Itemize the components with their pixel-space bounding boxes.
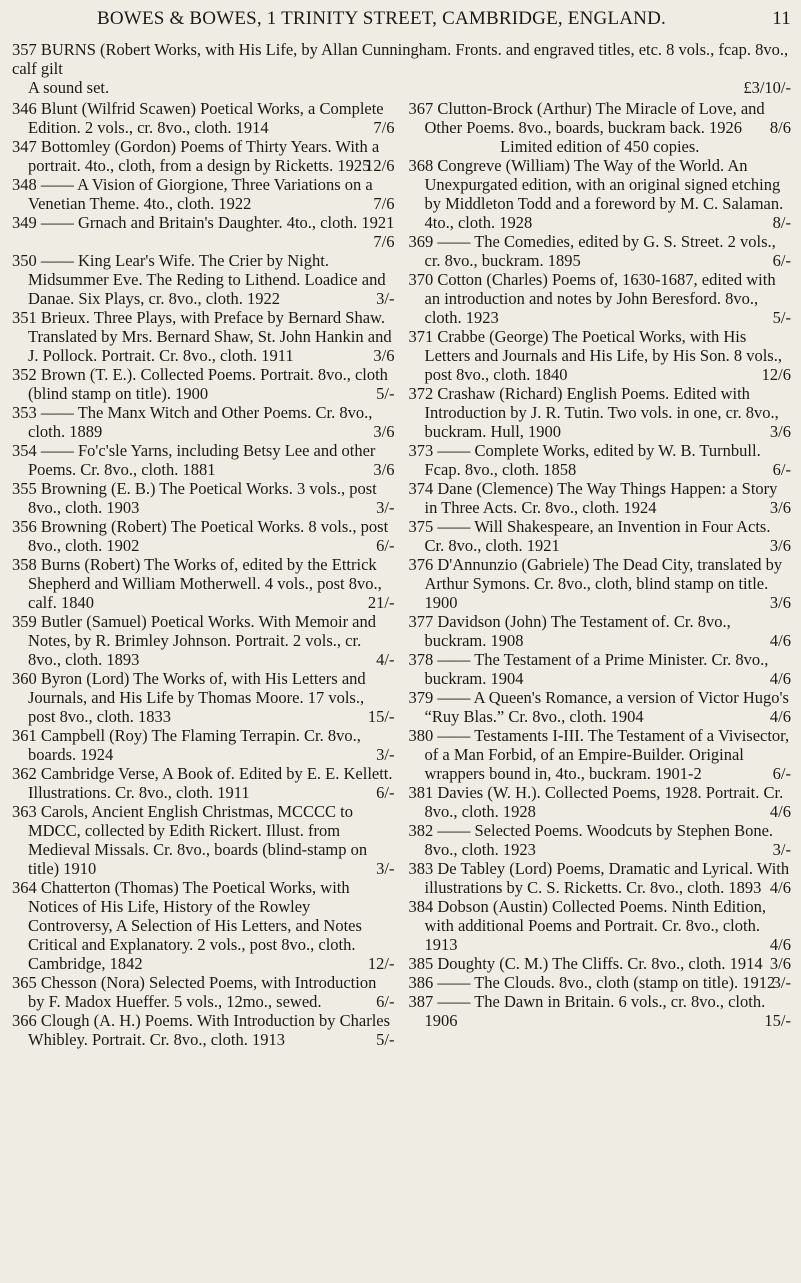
catalogue-entry <box>409 954 792 973</box>
entry-price: 3/6 <box>769 593 791 612</box>
catalogue-entry <box>12 555 395 612</box>
catalogue-entry <box>12 403 395 441</box>
entry-price: 3/6 <box>373 422 395 441</box>
entry-text: 352 Brown (T. E.). Collected Poems. Portrait. 8vo., cloth (blind stamp on title). 1900 <box>12 365 388 403</box>
entry-price: 5/- <box>376 384 395 403</box>
catalogue-entry <box>409 137 792 156</box>
catalogue-entry <box>12 973 395 1011</box>
lead-entry-note-text: A sound set. <box>28 78 110 97</box>
entry-text: 376 D'Annunzio (Gabriele) The Dead City, translated by Arthur Symons. Cr. 8vo., cloth, blind stamp on title. 1900 <box>408 555 783 612</box>
entry-text: 356 Browning (Robert) The Poetical Works. 8 vols., post 8vo., cloth. 1902 <box>12 517 389 555</box>
entry-price: 15/- <box>764 1011 791 1030</box>
catalogue-entry <box>409 327 792 384</box>
entry-price: 5/- <box>376 1030 395 1049</box>
page-title: BOWES & BOWES, 1 TRINITY STREET, CAMBRIDGE, ENGLAND. <box>97 8 666 29</box>
left-column <box>12 99 395 1049</box>
entry-text: 382 —— Selected Poems. Woodcuts by Stephen Bone. 8vo., cloth. 1923 <box>408 821 774 859</box>
entry-price: 8/- <box>772 213 791 232</box>
entry-price: 3/6 <box>769 954 791 973</box>
catalogue-entry <box>12 517 395 555</box>
entry-price: 3/6 <box>769 498 791 517</box>
catalogue-entry <box>12 669 395 726</box>
entry-text: 354 —— Fo'c'sle Yarns, including Betsy Lee and other Poems. Cr. 8vo., cloth. 1881 <box>12 441 376 479</box>
lead-entry <box>12 40 791 97</box>
catalogue-entry <box>12 764 395 802</box>
entry-text: 378 —— The Testament of a Prime Minister. Cr. 8vo., buckram. 1904 <box>408 650 769 688</box>
entry-price: 12/6 <box>761 365 791 384</box>
entry-text: 367 Clutton-Brock (Arthur) The Miracle of Love, and Other Poems. 8vo., boards, buckram back. 1926 <box>408 99 765 137</box>
entry-price: 4/6 <box>769 669 791 688</box>
catalogue-entry <box>12 213 395 251</box>
entry-text: 375 —— Will Shakespeare, an Invention in Four Acts. Cr. 8vo., cloth. 1921 <box>408 517 771 555</box>
entry-price: 12/6 <box>365 156 395 175</box>
catalogue-entry <box>12 802 395 878</box>
catalogue-entry <box>409 688 792 726</box>
catalogue-entry <box>409 821 792 859</box>
entry-text: 386 —— The Clouds. 8vo., cloth (stamp on title). 1912 <box>408 973 776 992</box>
catalogue-entry <box>409 726 792 783</box>
entry-price: 3/- <box>376 498 395 517</box>
entry-price: 3/6 <box>769 536 791 555</box>
catalogue-entry <box>409 232 792 270</box>
entry-text: 384 Dobson (Austin) Collected Poems. Ninth Edition, with additional Poems and Portrait. Cr. 8vo., cloth. 1913 <box>408 897 766 954</box>
catalogue-entry <box>12 612 395 669</box>
right-column <box>409 99 792 1049</box>
catalogue-entry <box>409 612 792 650</box>
entry-price: 6/- <box>376 992 395 1011</box>
entry-price: 7/6 <box>373 232 395 251</box>
catalogue-entry <box>12 479 395 517</box>
lead-entry-note <box>12 78 791 97</box>
entry-price: 7/6 <box>373 194 395 213</box>
entry-price: 4/6 <box>769 707 791 726</box>
catalogue-entry <box>409 441 792 479</box>
entry-text: 385 Doughty (C. M.) The Cliffs. Cr. 8vo., cloth. 1914 <box>408 954 763 973</box>
entry-text: 363 Carols, Ancient English Christmas, MCCCC to MDCC, collected by Edith Rickert. Illust. from Medieval Missals. Cr. 8vo., boards (blind-stamp on title) 1910 <box>12 802 368 878</box>
entry-text: Limited edition of 450 copies. <box>500 137 700 156</box>
entry-text: 377 Davidson (John) The Testament of. Cr. 8vo., buckram. 1908 <box>408 612 731 650</box>
catalogue-entry <box>409 384 792 441</box>
entry-text: 370 Cotton (Charles) Poems of, 1630-1687, edited with an introduction and notes by John Beresford. 8vo., cloth. 1923 <box>408 270 776 327</box>
catalogue-entry <box>12 726 395 764</box>
entry-price: 3/- <box>376 745 395 764</box>
entry-text: 353 —— The Manx Witch and Other Poems. Cr. 8vo., cloth. 1889 <box>12 403 373 441</box>
entry-text: 380 —— Testaments I-III. The Testament of a Vivisector, of a Man Forbid, of an Empire-Builder. Original wrappers bound in, 4to., buckram. 1901-2 <box>408 726 790 783</box>
entry-price: 12/- <box>367 954 395 973</box>
entry-text: 366 Clough (A. H.) Poems. With Introduction by Charles Whibley. Portrait. Cr. 8vo., cloth. 1913 <box>12 1011 391 1049</box>
entry-price: 6/- <box>376 536 395 555</box>
entry-price: 8/6 <box>769 118 791 137</box>
entry-text: 347 Bottomley (Gordon) Poems of Thirty Years. With a portrait. 4to., cloth, from a design by Ricketts. 1925 <box>12 137 380 175</box>
entry-text: 355 Browning (E. B.) The Poetical Works. 3 vols., post 8vo., cloth. 1903 <box>12 479 377 517</box>
entry-text: 364 Chatterton (Thomas) The Poetical Works, with Notices of His Life, History of the Rowley Controversy, A Selection of His Letters, and Notes Critical and Explanatory. 2 vols., post 8vo., cloth. Cambridge, 1842 <box>12 878 362 973</box>
entry-price: 4/6 <box>769 631 791 650</box>
entry-text: 368 Congreve (William) The Way of the World. An Unexpurgated edition, with an original signed etching by Middleton Todd and a foreword by M. C. Salaman. 4to., cloth. 1928 <box>408 156 784 232</box>
page-header <box>12 8 791 34</box>
catalogue-entry <box>409 479 792 517</box>
entry-price: 4/6 <box>769 802 791 821</box>
catalogue-entry <box>12 365 395 403</box>
entry-text: 362 Cambridge Verse, A Book of. Edited by E. E. Kellett. Illustrations. Cr. 8vo., cloth. 1911 <box>12 764 393 802</box>
entry-price: 3/6 <box>373 346 395 365</box>
entry-price: 3/6 <box>373 460 395 479</box>
entry-price: 4/6 <box>769 935 791 954</box>
catalogue-entry <box>12 137 395 175</box>
catalogue-entry <box>409 99 792 137</box>
lead-entry-text: 357 BURNS (Robert Works, with His Life, by Allan Cunningham. Fronts. and engraved titles, etc. 8 vols., fcap. 8vo., calf gilt <box>12 40 789 78</box>
catalogue-entry <box>12 441 395 479</box>
catalogue-entry <box>409 650 792 688</box>
entry-text: 361 Campbell (Roy) The Flaming Terrapin. Cr. 8vo., boards. 1924 <box>12 726 361 764</box>
catalogue-entry <box>409 270 792 327</box>
entry-text: 371 Crabbe (George) The Poetical Works, with His Letters and Journals and His Life, by His Son. 8 vols., post 8vo., cloth. 1840 <box>408 327 782 384</box>
catalogue-entry <box>12 1011 395 1049</box>
entry-text: 374 Dane (Clemence) The Way Things Happen: a Story in Three Acts. Cr. 8vo., cloth. 1924 <box>408 479 778 517</box>
catalogue-entry <box>409 859 792 897</box>
lead-entry-price: £3/10/- <box>743 78 791 97</box>
entry-price: 3/- <box>772 973 791 992</box>
entry-price: 3/6 <box>769 422 791 441</box>
catalogue-entry <box>409 783 792 821</box>
entry-text: 358 Burns (Robert) The Works of, edited by the Ettrick Shepherd and William Motherwell. 4 vols., post 8vo., calf. 1840 <box>12 555 382 612</box>
entry-text: 346 Blunt (Wilfrid Scawen) Poetical Works, a Complete Edition. 2 vols., cr. 8vo., cloth. 1914 <box>12 99 384 137</box>
catalogue-entry <box>409 517 792 555</box>
entry-text: 350 —— King Lear's Wife. The Crier by Night. Midsummer Eve. The Reding to Lithend. Loadice and Danae. Six Plays, cr. 8vo., cloth. 1922 <box>12 251 386 308</box>
entry-text: 379 —— A Queen's Romance, a version of Victor Hugo's “Ruy Blas.” Cr. 8vo., cloth. 1904 <box>408 688 789 726</box>
catalogue-entry <box>12 251 395 308</box>
entry-price: 6/- <box>772 251 791 270</box>
entry-price: 6/- <box>376 783 395 802</box>
entry-text: 387 —— The Dawn in Britain. 6 vols., cr. 8vo., cloth. 1906 <box>408 992 766 1030</box>
entry-text: 351 Brieux. Three Plays, with Preface by Bernard Shaw. Translated by Mrs. Bernard Shaw, St. John Hankin and J. Pollock. Portrait. Cr. 8vo., cloth. 1911 <box>12 308 392 365</box>
entry-price: 21/- <box>367 593 395 612</box>
entry-text: 372 Crashaw (Richard) English Poems. Edited with Introduction by J. R. Tutin. Two vols. in one, cr. 8vo., buckram. Hull, 1900 <box>408 384 779 441</box>
entry-price: 3/- <box>376 859 395 878</box>
entry-text: 381 Davies (W. H.). Collected Poems, 1928. Portrait. Cr. 8vo., cloth. 1928 <box>408 783 784 821</box>
catalogue-entry <box>12 308 395 365</box>
entry-text: 373 —— Complete Works, edited by W. B. Turnbull. Fcap. 8vo., cloth. 1858 <box>408 441 761 479</box>
entry-price: 3/- <box>376 289 395 308</box>
catalogue-entry <box>12 878 395 973</box>
entry-text: 369 —— The Comedies, edited by G. S. Street. 2 vols., cr. 8vo., buckram. 1895 <box>408 232 776 270</box>
entry-price: 5/- <box>772 308 791 327</box>
entry-price: 4/6 <box>769 878 791 897</box>
entry-text: 360 Byron (Lord) The Works of, with His Letters and Journals, and His Life by Thomas Moore. 17 vols., post 8vo., cloth. 1833 <box>12 669 366 726</box>
catalogue-entry <box>409 897 792 954</box>
catalogue-entry <box>409 973 792 992</box>
entry-price: 6/- <box>772 460 791 479</box>
entry-price: 6/- <box>772 764 791 783</box>
entry-text: 365 Chesson (Nora) Selected Poems, with Introduction by F. Madox Hueffer. 5 vols., 12mo., sewed. <box>12 973 377 1011</box>
entry-text: 349 —— Grnach and Britain's Daughter. 4to., cloth. 1921 <box>12 213 395 232</box>
page-number: 11 <box>772 8 791 29</box>
entry-price: 3/- <box>772 840 791 859</box>
entry-price: 4/- <box>376 650 395 669</box>
entry-text: 359 Butler (Samuel) Poetical Works. With Memoir and Notes, by R. Brimley Johnson. Portrait. 2 vols., cr. 8vo., cloth. 1893 <box>12 612 377 669</box>
entry-text: 348 —— A Vision of Giorgione, Three Variations on a Venetian Theme. 4to., cloth. 1922 <box>12 175 373 213</box>
catalogue-entry <box>12 99 395 137</box>
catalogue-entry <box>409 992 792 1030</box>
catalogue-columns <box>12 99 791 1049</box>
entry-price: 7/6 <box>373 118 395 137</box>
catalogue-entry <box>409 555 792 612</box>
entry-price: 15/- <box>367 707 395 726</box>
catalogue-entry <box>12 175 395 213</box>
entry-text: 383 De Tabley (Lord) Poems, Dramatic and Lyrical. With illustrations by C. S. Ricketts. Cr. 8vo., cloth. 1893 <box>408 859 790 897</box>
catalogue-entry <box>409 156 792 232</box>
